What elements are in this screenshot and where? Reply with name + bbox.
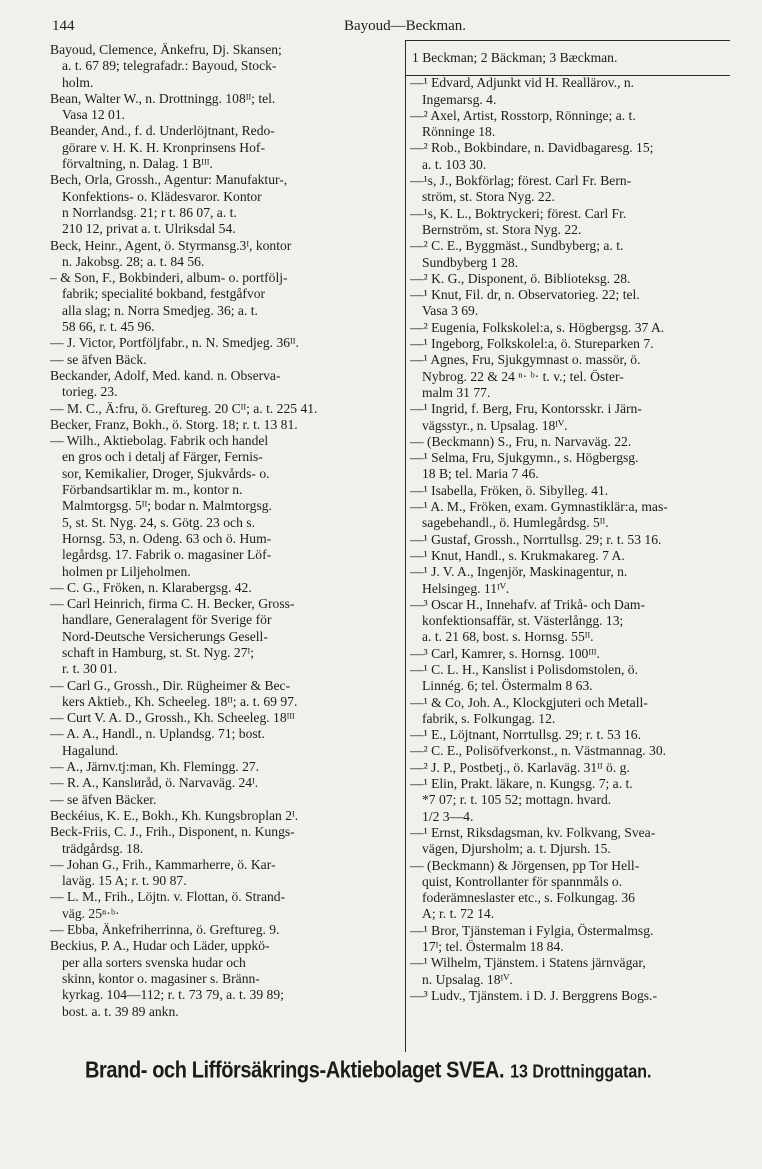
directory-entry-line: quist, Kontrollanter för spannmåls o. <box>422 873 623 889</box>
directory-entry-line: 58 66, r. t. 45 96. <box>62 319 155 335</box>
page-header <box>52 12 732 34</box>
directory-entry-line: Vasa 12 01. <box>62 107 126 123</box>
directory-entry-line: — A. A., Handl., n. Uplandsg. 71; bost. <box>50 726 265 742</box>
directory-entry-line: Nybrog. 22 & 24 ⁿ· ᵇ· t. v.; tel. Öster- <box>422 368 624 384</box>
directory-entry-line: —¹ J. V. A., Ingenjör, Maskinagentur, n. <box>410 564 628 580</box>
directory-entry-line: —² K. G., Disponent, ö. Biblioteksg. 28. <box>410 270 631 286</box>
running-title: Bayoud—Beckman. <box>344 18 467 34</box>
directory-entry-line: —¹ Knut, Fil. dr, n. Observatorieg. 22; tel. <box>410 287 640 303</box>
directory-entry-line: A; r. t. 72 14. <box>422 906 495 922</box>
directory-entry-line: —¹ Edvard, Adjunkt vid H. Reallärov., n. <box>410 75 635 91</box>
directory-entry-line: —¹ E., Löjtnant, Norrtullsg. 29; r. t. 53 16. <box>410 727 642 743</box>
directory-entry-line: ström, st. Stora Nyg. 22. <box>422 189 555 205</box>
directory-entry-line: n. Upsalag. 18ᴵⱽ. <box>422 971 513 987</box>
directory-entry-line: a. t. 21 68, bost. s. Hornsg. 55ᴵᴵ. <box>422 629 594 645</box>
directory-entry-line: konfektionsaffär, st. Västerlångg. 13; <box>422 613 624 629</box>
directory-entry-line: Vasa 3 69. <box>422 303 479 319</box>
directory-entry-line: —² Axel, Artist, Rosstorp, Rönninge; a. t. <box>410 107 636 123</box>
directory-entry-line: —¹ Ingeborg, Folkskolel:a, ö. Stureparken 7. <box>410 336 654 352</box>
advertiser-address: 13 Drottninggatan. <box>510 1062 652 1083</box>
directory-entry-line: Bernström, st. Stora Nyg. 22. <box>422 221 582 237</box>
directory-entry-line: Förbandsartiklar m. m., kontor n. <box>62 482 243 498</box>
directory-entry-line: —² Rob., Bokbindare, n. Davidbagaresg. 15; <box>410 140 654 156</box>
directory-entry-line: 1/2 3—4. <box>422 808 474 824</box>
directory-entry-line: en gros och i detalj af Färger, Fernis- <box>62 449 263 465</box>
directory-entry-line: laväg. 15 A; r. t. 90 87. <box>62 873 187 889</box>
directory-entry-line: — A., Järnv.tj:man, Kh. Flemingg. 27. <box>50 759 260 775</box>
directory-entry-line: holmen pr Liljeholmen. <box>62 563 191 579</box>
directory-entry-line: 5, st. St. Nyg. 24, s. Götg. 23 och s. <box>62 514 255 530</box>
directory-entry-line: — (Beckmann) S., Fru, n. Narvaväg. 22. <box>410 433 632 449</box>
directory-entry-line: —² C. E., Byggmäst., Sundbyberg; a. t. <box>410 238 624 254</box>
directory-entry-line: Beckius, P. A., Hudar och Läder, uppkö- <box>50 938 270 954</box>
directory-entry-line: —² Eugenia, Folkskolel:a, s. Högbergsg. 37 A. <box>410 319 665 335</box>
directory-entry-line: 17ᴵ; tel. Östermalm 18 84. <box>422 939 564 955</box>
directory-entry-line: Bech, Orla, Grossh., Agentur: Manufaktur-, <box>50 172 288 188</box>
directory-entry-line: — Carl Heinrich, firma C. H. Becker, Gross- <box>50 596 295 612</box>
directory-entry-line: —¹ Knut, Handl., s. Krukmakareg. 7 A. <box>410 547 625 563</box>
directory-entry-line: trädgårdsg. 18. <box>62 840 144 856</box>
directory-entry-line: Linnég. 6; tel. Östermalm 8 63. <box>422 678 593 694</box>
directory-entry-line: —¹ & Co, Joh. A., Klockgjuteri och Metall- <box>410 694 648 710</box>
directory-entry-line: —¹s, J., Bokförlag; förest. Carl Fr. Bern- <box>410 173 632 189</box>
directory-entry-line: — Carl G., Grossh., Dir. Rügheimer & Bec- <box>50 677 291 693</box>
directory-entry-line: a. t. 103 30. <box>422 156 487 172</box>
directory-entry-line: fabrik; specialité bokband, festgåfvor <box>62 286 266 302</box>
directory-entry-line: vägsstyr., n. Upsalag. 18ᴵⱽ. <box>422 417 568 433</box>
directory-entry-line: görare v. H. K. H. Kronprinsens Hof- <box>62 139 265 155</box>
directory-entry-line: —³ Oscar H., Innehafv. af Trikå- och Dam- <box>410 596 645 612</box>
right-column <box>410 42 735 1004</box>
footer-advertisement <box>85 1058 725 1084</box>
directory-entry-line: Nord-Deutsche Versicherungs Gesell- <box>62 628 268 644</box>
directory-entry-line: —¹ Bror, Tjänsteman i Fylgia, Östermalmsg. <box>410 922 654 938</box>
page-number: 144 <box>52 18 75 34</box>
directory-entry-line: alla slag; n. Norra Smedjeg. 36; a. t. <box>62 302 258 318</box>
directory-entry-line: legårdsg. 17. Fabrik o. magasiner Löf- <box>62 547 272 563</box>
directory-entry-line: skinn, kontor o. magasiner s. Bränn- <box>62 970 260 986</box>
directory-entry-line: Malmtorgsg. 5ᴵᴵ; bodar n. Malmtorgsg. <box>62 498 272 514</box>
directory-entry-line: handlare, Generalagent för Sverige för <box>62 612 272 628</box>
column-divider <box>405 40 406 1052</box>
directory-entry-line: —³ Ludv., Tjänstem. i D. J. Berggrens Bogs.- <box>410 987 657 1003</box>
directory-entry-line: vägen, Djursholm; a. t. Djursh. 15. <box>422 841 611 857</box>
directory-entry-line: 18 B; tel. Maria 7 46. <box>422 466 539 482</box>
directory-entry-line: —³ Carl, Kamrer, s. Hornsg. 100ᴵᴵᴵ. <box>410 645 600 661</box>
directory-entry-line: — M. C., Ä:fru, ö. Greftureg. 20 Cᴵᴵ; a. t. 225 41. <box>50 400 318 416</box>
directory-entry-line: holm. <box>62 74 94 90</box>
directory-entry-line: — se äfven Bäcker. <box>50 791 157 807</box>
directory-entry-line: Helsingeg. 11ᴵⱽ. <box>422 580 510 596</box>
right-column-heading: 1 Beckman; 2 Bäckman; 3 Bæckman. <box>412 50 618 65</box>
directory-entry-line: — L. M., Frih., Löjtn. v. Flottan, ö. Strand- <box>50 889 286 905</box>
directory-entry-line: Beckéius, K. E., Bokh., Kh. Kungsbroplan 2ᴵ. <box>50 807 299 823</box>
directory-entry-line: — J. Victor, Portföljfabr., n. N. Smedjeg. 36ᴵᴵ. <box>50 335 299 351</box>
directory-entry-line: — Ebba, Änkefriherrinna, ö. Greftureg. 9. <box>50 922 280 938</box>
directory-entry-line: schaft in Hamburg, st. St. Nyg. 27ᴵ; <box>62 644 255 660</box>
directory-entry-line: torieg. 23. <box>62 384 118 400</box>
directory-entry-line: 210 12, privat a. t. Ulriksdal 54. <box>62 221 236 237</box>
directory-entry-line: malm 31 77. <box>422 384 491 400</box>
directory-entry-line: per alla sorters svenska hudar och <box>62 954 246 970</box>
directory-entry-line: Bean, Walter W., n. Drottningg. 108ᴵᴵ; tel. <box>50 90 276 106</box>
directory-entry-line: n Norrlandsg. 21; r t. 86 07, a. t. <box>62 204 237 220</box>
directory-entry-line: Bayoud, Clemence, Änkefru, Dj. Skansen; <box>50 42 282 57</box>
directory-entry-line: — Curt V. A. D., Grossh., Kh. Scheeleg. 18ᴵᴵᴵ <box>50 710 295 726</box>
directory-entry-line: Hagalund. <box>62 742 119 758</box>
directory-entry-line: — C. G., Fröken, n. Klarabergsg. 42. <box>50 579 252 595</box>
directory-entry-line: kers Aktieb., Kh. Scheeleg. 18ᴵᴵ; a. t. 69 97. <box>62 693 298 709</box>
right-heading-top-rule <box>405 40 730 41</box>
directory-entry-line: —¹ Wilhelm, Tjänstem. i Statens järnvägar, <box>410 955 646 971</box>
directory-entry-line: —¹s, K. L., Boktryckeri; förest. Carl Fr. <box>410 205 627 221</box>
directory-entry-line: a. t. 67 89; telegrafadr.: Bayoud, Stock- <box>62 58 277 74</box>
advertiser-name: Brand- och Lifförsäkrings-Aktiebolaget SVEA. <box>85 1058 505 1084</box>
directory-entry-line: sagebehandl., ö. Humlegårdsg. 5ᴵᴵ. <box>422 515 609 531</box>
directory-entry-line: sor, Kemikalier, Droger, Sjukvårds- o. <box>62 465 270 481</box>
directory-entry-line: r. t. 30 01. <box>62 661 118 677</box>
directory-entry-line: — se äfven Bäck. <box>50 351 147 367</box>
directory-entry-line: — R. A., Kanslиråd, ö. Narvaväg. 24ᴵ. <box>50 775 259 791</box>
directory-entry-line: Rönninge 18. <box>422 124 496 140</box>
directory-entry-line: Sundbyberg 1 28. <box>422 254 519 270</box>
directory-entry-line: kyrkag. 104—112; r. t. 73 79, a. t. 39 89; <box>62 987 284 1003</box>
directory-entry-line: fabrik, s. Folkungag. 12. <box>422 710 556 726</box>
directory-entry-line: Beander, And., f. d. Underlöjtnant, Redo- <box>50 123 275 139</box>
left-column <box>50 42 403 1020</box>
directory-entry-line: —¹ Isabella, Fröken, ö. Sibylleg. 41. <box>410 482 609 498</box>
directory-entry-line: —¹ Agnes, Fru, Sjukgymnast o. massör, ö. <box>410 352 641 368</box>
directory-entry-line: — Johan G., Frih., Kammarherre, ö. Kar- <box>50 856 276 872</box>
directory-entry-line: Ingemarsg. 4. <box>422 91 497 107</box>
directory-entry-line: – & Son, F., Bokbinderi, album- o. portfölj- <box>50 270 288 286</box>
directory-entry-line: bost. a. t. 39 89 ankn. <box>62 1003 179 1019</box>
directory-entry-line: —¹ Gustaf, Grossh., Norrtullsg. 29; r. t. 53 16. <box>410 531 662 547</box>
directory-entry-line: Beckander, Adolf, Med. kand. n. Observa- <box>50 367 281 383</box>
directory-entry-line: förvaltning, n. Dalag. 1 Bᴵᴵᴵ. <box>62 156 213 172</box>
directory-entry-line: —¹ Selma, Fru, Sjukgymn., s. Högbergsg. <box>410 450 639 466</box>
directory-entry-line: — Wilh., Aktiebolag. Fabrik och handel <box>50 433 269 449</box>
directory-entry-line: —¹ Ingrid, f. Berg, Fru, Kontorsskr. i Järn- <box>410 401 642 417</box>
right-column-entries <box>410 75 735 1004</box>
directory-entry-line: —² C. E., Polisöfverkonst., n. Västmannag. 30. <box>410 743 667 759</box>
directory-entry-line: Beck-Friis, C. J., Frih., Disponent, n. Kungs- <box>50 824 295 840</box>
directory-entry-line: —¹ A. M., Fröken, exam. Gymnastiklär:a, mas- <box>410 499 668 515</box>
directory-entry-line: —¹ Elin, Prakt. läkare, n. Kungsg. 7; a. t. <box>410 776 633 792</box>
directory-entry-line: Hornsg. 53, n. Odeng. 63 och ö. Hum- <box>62 530 272 546</box>
directory-entry-line: — (Beckmann) & Jörgensen, pp Tor Hell- <box>410 857 640 873</box>
directory-entry-line: Becker, Franz, Bokh., ö. Storg. 18; r. t. 13 81. <box>50 416 298 432</box>
directory-entry-line: n. Jakobsg. 28; a. t. 84 56. <box>62 253 205 269</box>
directory-entry-line: —¹ C. L. H., Kanslist i Polisdomstolen, ö. <box>410 661 639 677</box>
directory-entry-line: *7 07; r. t. 105 52; mottagn. hvard. <box>422 792 612 808</box>
directory-entry-line: väg. 25ⁿ·ᵇ· <box>62 905 120 921</box>
directory-entry-line: —² J. P., Postbetj., ö. Karlaväg. 31ᴵᴵ ö. g. <box>410 759 630 775</box>
directory-entry-line: —¹ Ernst, Riksdagsman, kv. Folkvang, Svea- <box>410 824 656 840</box>
directory-entry-line: foderämneslaster etc., s. Folkungag. 36 <box>422 890 635 906</box>
directory-entry-line: Konfektions- o. Klädesvaror. Kontor <box>62 188 262 204</box>
directory-entry-line: Beck, Heinr., Agent, ö. Styrmansg.3ᴵ, kontor <box>50 237 292 253</box>
